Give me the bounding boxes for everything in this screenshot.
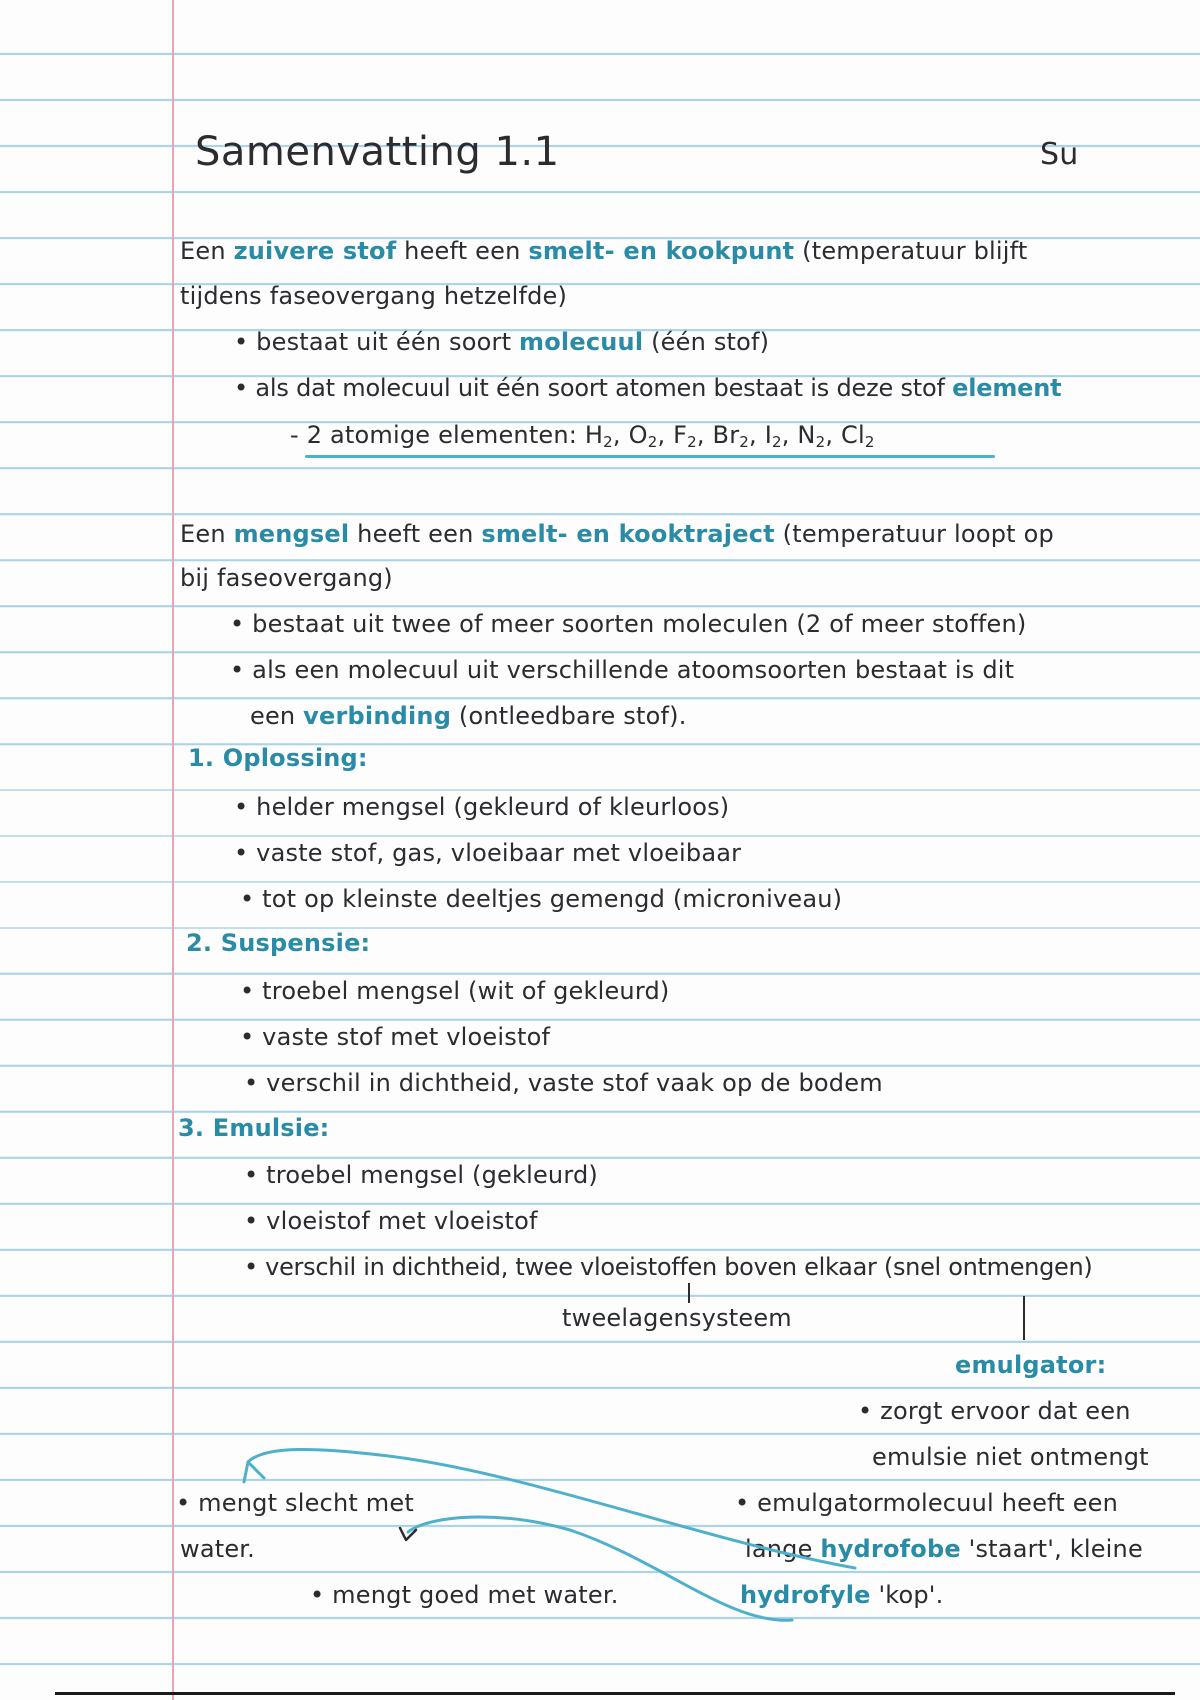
emulsie-item-3: • verschil in dichtheid, twee vloeistoffen boven elkaar (snel ontmengen) (244, 1253, 1093, 1281)
heading-emulgator: emulgator: (955, 1351, 1107, 1379)
subscript: 2 (687, 433, 697, 451)
text: een (250, 702, 304, 730)
page-bottom-edge (55, 1692, 1175, 1695)
arrow-hydrofobe-to-mengt-slecht (248, 1449, 855, 1568)
heading-suspensie: 2. Suspensie: (186, 929, 371, 957)
element-symbol: F (673, 421, 688, 449)
oplossing-item-1: • helder mengsel (gekleurd of kleurloos) (234, 793, 730, 821)
mengsel-bullet-2: • als een molecuul uit verschillende atoomsoorten bestaat is dit (230, 656, 1015, 684)
author-initials: Su (1040, 137, 1079, 172)
note-mengt-goed: • mengt goed met water. (310, 1581, 619, 1609)
emulsie-item-2: • vloeistof met vloeistof (244, 1207, 538, 1235)
text: Een (180, 520, 234, 548)
suspensie-item-1: • troebel mengsel (wit of gekleurd) (240, 977, 670, 1005)
term-smelt-kookpunt: smelt- en kookpunt (528, 237, 795, 265)
term-element: element (952, 374, 1062, 402)
heading-oplossing: 1. Oplossing: (188, 744, 368, 772)
emulgator-line-2: emulsie niet ontmengt (872, 1443, 1149, 1471)
element-symbol: H (584, 421, 604, 449)
text: heeft een (349, 520, 482, 548)
term-verbinding: verbinding (303, 702, 452, 730)
mengsel-line-2: bij faseovergang) (180, 564, 393, 592)
term-hydrofyle: hydrofyle (740, 1581, 871, 1609)
subscript: 2 (864, 433, 875, 451)
term-zuivere-stof: zuivere stof (233, 237, 397, 265)
text: • bestaat uit één soort (234, 328, 520, 356)
emulgator-line-3: • emulgatormolecuul heeft een (735, 1489, 1119, 1517)
diatomic-elements-line: - 2 atomige elementen: $H_2$, $O_2$, $F_2$, $Br_2$, $I_2$, $N_2$, $Cl_2$ (290, 421, 875, 451)
term-mengsel: mengsel (233, 520, 350, 548)
text: 'staart', kleine (960, 1535, 1143, 1563)
note-mengt-slecht-line-1: • mengt slecht met (176, 1489, 414, 1517)
note-mengt-slecht-line-2: water. (180, 1535, 256, 1563)
emulsie-item-1: • troebel mengsel (gekleurd) (244, 1161, 598, 1189)
oplossing-item-2: • vaste stof, gas, vloeibaar met vloeibaar (234, 839, 742, 867)
text: (temperatuur blijft (794, 237, 1028, 265)
term-hydrofobe: hydrofobe (820, 1535, 961, 1563)
suspensie-item-2: • vaste stof met vloeistof (240, 1023, 551, 1051)
element-symbol: O (628, 421, 648, 449)
text: lange (745, 1535, 821, 1563)
mengsel-bullet-1: • bestaat uit twee of meer soorten moleculen (2 of meer stoffen) (230, 610, 1027, 638)
subscript: 2 (603, 433, 613, 451)
tweelagensysteem-label: tweelagensysteem (562, 1304, 792, 1332)
text: (temperatuur loopt op (774, 520, 1054, 548)
element-symbol: Br (712, 421, 740, 449)
element-symbol: Cl (840, 421, 865, 449)
page-title: Samenvatting 1.1 (195, 129, 560, 175)
subscript: 2 (771, 433, 782, 451)
element-symbol: N (797, 421, 816, 449)
text: heeft een (396, 237, 529, 265)
arrow-hydrofyle-to-mengt-goed (408, 1517, 792, 1620)
text: Een (180, 237, 234, 265)
heading-emulsie: 3. Emulsie: (178, 1114, 330, 1142)
text: (één stof) (643, 328, 770, 356)
arrowhead-mengt-slecht (244, 1462, 264, 1482)
term-smelt-kooktraject: smelt- en kooktraject (481, 520, 775, 548)
emulgator-line-1: • zorgt ervoor dat een (858, 1397, 1131, 1425)
subscript: 2 (647, 433, 658, 451)
subscript: 2 (815, 433, 826, 451)
text: (ontleedbare stof). (451, 702, 687, 730)
text: 'kop'. (870, 1581, 944, 1609)
suspensie-item-3: • verschil in dichtheid, vaste stof vaak op de bodem (244, 1069, 883, 1097)
element-symbol: I (764, 421, 772, 449)
text: - 2 atomige elementen: (290, 421, 585, 449)
subscript: 2 (739, 433, 750, 451)
text: • als dat molecuul uit één soort atomen bestaat is deze stof (234, 374, 953, 402)
zuivere-stof-line-2: tijdens faseovergang hetzelfde) (180, 282, 568, 310)
term-molecuul: molecuul (519, 328, 644, 356)
oplossing-item-3: • tot op kleinste deeltjes gemengd (microniveau) (240, 885, 843, 913)
